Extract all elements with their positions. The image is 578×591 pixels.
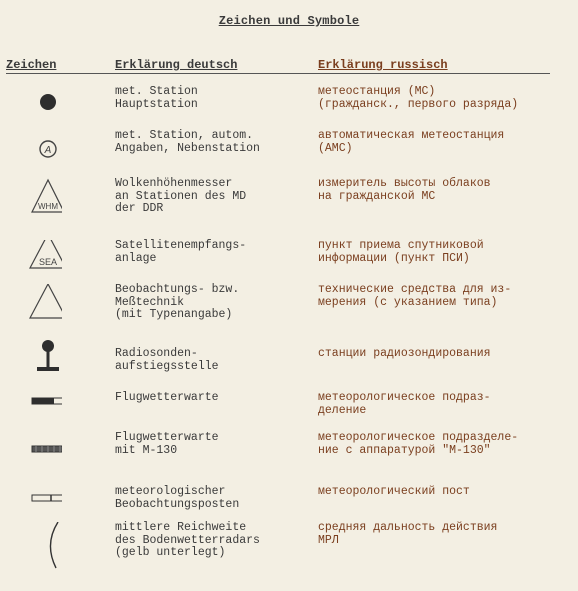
german-text: Wolkenhöhenmesser an Stationen des MD der DDR	[115, 177, 247, 215]
german-text: met. Station Hauptstation	[115, 85, 198, 111]
russian-text: метеорологическое подразделе- ние с аппаратурой "М-130"	[318, 431, 519, 457]
triangle-whm-label: WHM	[38, 202, 58, 211]
russian-text: пункт приема спутниковой информации (пункт ПСИ)	[318, 239, 484, 265]
circled-a-label: A	[44, 145, 52, 156]
header-symbol: Zeichen	[6, 58, 57, 72]
russian-text: автоматическая метеостанция (АМС)	[318, 129, 505, 155]
header-german: Erklärung deutsch	[115, 58, 238, 72]
german-text: meteorologischer Beobachtungsposten	[115, 485, 240, 511]
triangle-sea-label: SEA	[38, 257, 58, 267]
russian-text: измеритель высоты облаков на гражданской МС	[318, 177, 491, 203]
hatched-bar-icon	[12, 432, 62, 480]
radiosonde-icon	[12, 338, 62, 386]
russian-text: технические средства для из- мерения (с указанием типа)	[318, 283, 512, 309]
circled-a-icon	[12, 130, 62, 178]
german-text: Flugwetterwarte	[115, 391, 219, 404]
german-text: Radiosonden- aufstiegsstelle	[115, 347, 219, 373]
russian-text: метеостанция (МС) (гражданск., первого разряда)	[318, 85, 519, 111]
german-text: Flugwetterwarte mit M-130	[115, 431, 219, 457]
german-text: Beobachtungs- bzw. Meßtechnik (mit Typenangabe)	[115, 283, 240, 321]
filled-circle-icon	[12, 86, 62, 134]
russian-text: станции радиозондирования	[318, 347, 491, 360]
triangle-whm-icon	[12, 178, 62, 226]
triangle-sea-icon	[12, 240, 62, 288]
russian-text: метеорологическое подраз- деление	[318, 391, 491, 417]
german-text: Satellitenempfangs- anlage	[115, 239, 247, 265]
header-russian: Erklärung russisch	[318, 58, 448, 72]
russian-text: средняя дальность действия МРЛ	[318, 521, 498, 547]
german-text: met. Station, autom. Angaben, Nebenstation	[115, 129, 260, 155]
header-rule	[6, 73, 550, 74]
triangle-icon	[12, 284, 62, 332]
arc-icon	[12, 522, 62, 570]
page-title: Zeichen und Symbole	[218, 14, 360, 28]
german-text: mittlere Reichweite des Bodenwetterradars (gelb unterlegt)	[115, 521, 260, 559]
russian-text: метеорологический пост	[318, 485, 470, 498]
